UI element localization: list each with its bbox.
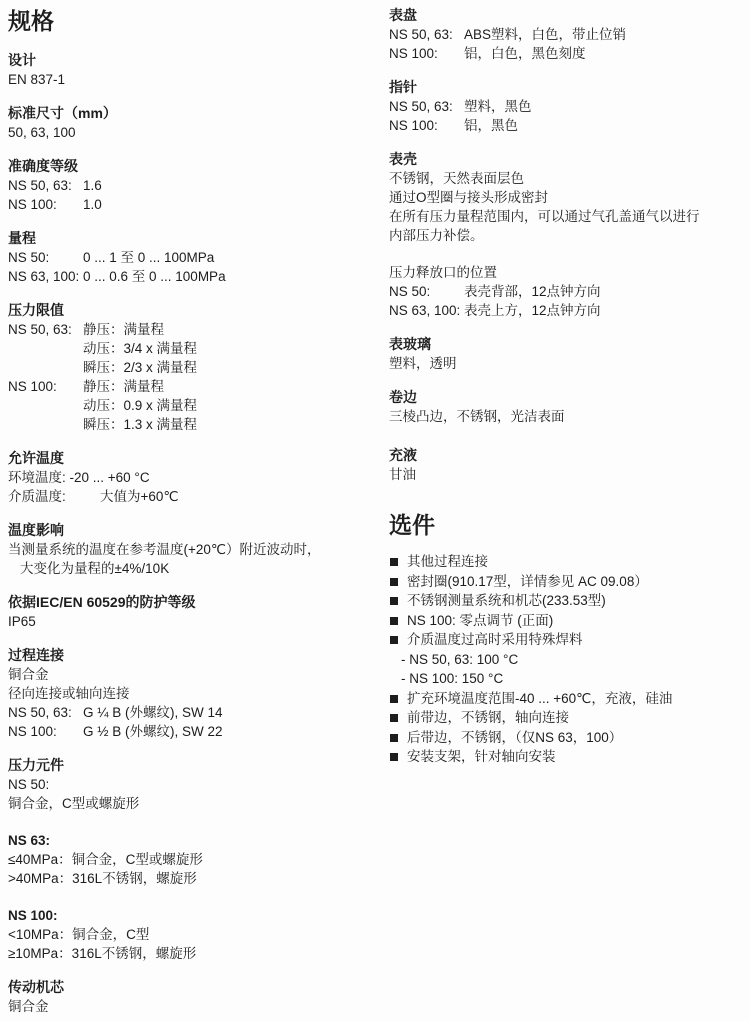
spec-row-label: NS 50, 63: (389, 99, 453, 114)
spec-line: >40MPa：316L不锈钢，螺旋形 (8, 871, 197, 886)
option-text: 介质温度过高时采用特殊焊料 (407, 632, 583, 647)
option-text: 其他过程连接 (407, 554, 488, 569)
spec-row (8, 195, 378, 214)
spec-row-value: 铝，白色，黑色刻度 (464, 46, 586, 61)
spec-row-label (8, 358, 83, 377)
spec-row-label (8, 339, 83, 358)
spec-row-value: ABS塑料，白色，带止位销 (464, 27, 627, 42)
page-title: 规格 (8, 8, 54, 34)
section-pressure-element (8, 756, 378, 813)
pressure-element-subheading: NS 50: (8, 777, 50, 792)
bullet-square-icon (390, 695, 398, 703)
pressure-element-group-ns100 (8, 906, 378, 963)
spec-row-label: NS 63, 100: (8, 269, 80, 284)
option-text: 安装支架，针对轴向安装 (407, 749, 556, 764)
spec-row-value: 表壳上方，12点钟方向 (464, 303, 601, 318)
section-heading: 温度影响 (8, 522, 64, 538)
spec-row (8, 396, 378, 415)
spec-row-label (8, 396, 83, 415)
spec-row (8, 703, 378, 722)
specs-column (8, 0, 378, 1016)
spec-row-label: NS 50: (389, 284, 431, 299)
section-heading: 准确度等级 (8, 158, 78, 174)
spec-row-value: 动压：3/4 x 满量程 (83, 341, 198, 356)
spec-line: ≤40MPa：铜合金，C型或螺旋形 (8, 852, 203, 867)
bullet-square-icon (390, 558, 398, 566)
section-permissible-temperature (8, 449, 378, 506)
section-dial (389, 6, 745, 63)
section-heading: 设计 (8, 52, 36, 68)
spec-row-value: 动压：0.9 x 满量程 (83, 398, 198, 413)
section-heading: 量程 (8, 230, 36, 246)
pressure-element-subheading: NS 63: (8, 833, 51, 848)
spec-row-label: NS 50, 63: (389, 27, 453, 42)
spec-line: 铜合金 (8, 667, 49, 682)
spec-row-value: G ½ B (外螺纹), SW 22 (83, 724, 223, 739)
vent-location-lead: 压力释放口的位置 (389, 265, 497, 280)
section-ring (389, 388, 745, 426)
spec-row (389, 44, 745, 63)
section-pointer (389, 78, 745, 135)
spec-row (389, 301, 745, 320)
option-text: 前带边，不锈钢，轴向连接 (407, 710, 569, 725)
spec-row-label: NS 100: (8, 379, 57, 394)
section-ingress-protection (8, 593, 378, 631)
details-column (389, 0, 745, 767)
option-text: 密封圈(910.17型，详情参见 AC 09.08） (407, 573, 648, 589)
spec-row (8, 320, 378, 339)
vent-location-block (389, 263, 745, 320)
spec-row-label: NS 100: (389, 46, 438, 61)
spec-row-label: NS 50, 63: (8, 705, 72, 720)
section-movement (8, 978, 378, 1016)
spec-row-value: 表壳背部，12点钟方向 (464, 284, 601, 299)
option-item (389, 728, 745, 748)
spec-row-label: NS 50: (8, 250, 50, 265)
spec-row-label (8, 415, 83, 434)
section-heading: 依据IEC/EN 60529的防护等级 (8, 594, 196, 610)
spec-row-value: G ¼ B (外螺纹), SW 14 (83, 705, 223, 720)
spec-row-value: 0 ... 0.6 至 0 ... 100MPa (83, 269, 226, 284)
section-heading: 表盘 (389, 7, 417, 23)
section-process-connection (8, 646, 378, 741)
spec-row (8, 267, 378, 286)
spec-row (389, 116, 745, 135)
section-accuracy (8, 157, 378, 214)
spec-row (389, 282, 745, 301)
option-item (389, 747, 745, 767)
section-heading: 表玻璃 (389, 336, 431, 352)
spec-row-value: 静压：满量程 (83, 322, 164, 337)
spec-line: 塑料，透明 (389, 356, 457, 371)
spec-row-label: NS 50, 63: (8, 178, 72, 193)
bullet-square-icon (390, 734, 398, 742)
spec-row (8, 377, 378, 396)
spec-line: 内部压力补偿。 (389, 228, 484, 243)
spec-row-value: 静压：满量程 (83, 379, 164, 394)
spec-line: 不锈钢，天然表面层色 (389, 171, 524, 186)
section-window (389, 335, 745, 373)
spec-row-label: 介质温度: (8, 489, 66, 504)
spec-line: 径向连接或轴向连接 (8, 686, 130, 701)
bullet-square-icon (390, 617, 398, 625)
option-item (389, 630, 745, 650)
spec-row (389, 97, 745, 116)
section-heading: 过程连接 (8, 647, 64, 663)
spec-row (8, 176, 378, 195)
spec-row (8, 415, 378, 434)
option-item (389, 572, 745, 592)
section-pressure-limit (8, 301, 378, 434)
option-item (389, 591, 745, 611)
section-heading: 压力元件 (8, 757, 64, 773)
option-subline: - NS 50, 63: 100 °C (401, 651, 519, 667)
option-item (389, 611, 745, 631)
option-item (389, 552, 745, 572)
options-list (389, 552, 745, 767)
bullet-square-icon (390, 597, 398, 605)
spec-row-value: 大值为+60℃ (100, 489, 179, 504)
spec-line: ≥10MPa：316L不锈钢，螺旋形 (8, 946, 197, 961)
section-heading: 允许温度 (8, 450, 64, 466)
spec-row-value: 0 ... 1 至 0 ... 100MPa (83, 250, 215, 265)
spec-line: 50, 63, 100 (8, 125, 76, 140)
section-scale-range (8, 229, 378, 286)
spec-row-value: 塑料，黑色 (464, 99, 532, 114)
option-text: NS 100: 零点调节 (正面) (407, 612, 554, 628)
spec-row (8, 722, 378, 741)
spec-line: 大变化为量程的±4%/10K (20, 561, 170, 576)
pressure-element-group-ns63 (8, 831, 378, 888)
section-heading: 指针 (389, 79, 417, 95)
options-title: 选件 (389, 512, 435, 538)
section-heading: 表壳 (389, 151, 417, 167)
spec-line: 铜合金 (8, 999, 49, 1014)
pressure-element-subheading: NS 100: (8, 908, 58, 923)
option-text: 不锈钢测量系统和机芯(233.53型) (407, 593, 606, 608)
section-design (8, 51, 378, 89)
spec-line: 在所有压力量程范围内，可以通过气孔盖通气以进行 (389, 209, 700, 224)
spec-row-value: 1.0 (83, 197, 102, 212)
option-item (389, 689, 745, 709)
section-heading: 传动机芯 (8, 979, 64, 995)
spec-row (8, 248, 378, 267)
spec-row-label: NS 50, 63: (8, 322, 72, 337)
option-text: 扩充环境温度范围-40 ... +60℃，充液，硅油 (407, 690, 673, 706)
spec-line: <10MPa：铜合金，C型 (8, 927, 150, 942)
spec-row-label: NS 100: (8, 724, 57, 739)
spec-line: 铜合金，C型或螺旋形 (8, 796, 140, 811)
spec-line: 环境温度: -20 ... +60 °C (8, 470, 150, 485)
spec-row-value: 瞬压：1.3 x 满量程 (83, 417, 198, 432)
spec-row-label: NS 100: (8, 197, 57, 212)
section-case (389, 150, 745, 320)
spec-line: 甘油 (389, 467, 416, 482)
bullet-square-icon (390, 578, 398, 586)
section-heading: 卷边 (389, 389, 417, 405)
section-heading: 充液 (389, 447, 417, 463)
spec-row-value: 瞬压：2/3 x 满量程 (83, 360, 198, 375)
spec-row-label: NS 100: (389, 118, 438, 133)
spec-line: 通过O型圈与接头形成密封 (389, 190, 549, 205)
spec-line: 当测量系统的温度在参考温度(+20℃）附近波动时， (8, 542, 321, 557)
section-temperature-effect (8, 521, 378, 578)
spec-row (389, 25, 745, 44)
section-filling (389, 446, 745, 484)
section-nominal-size (8, 104, 378, 142)
bullet-square-icon (390, 636, 398, 644)
spec-row (8, 339, 378, 358)
spec-line: IP65 (8, 614, 36, 629)
spec-row-value: 铝，黑色 (464, 118, 518, 133)
option-text: 后带边，不锈钢，（仅NS 63，100） (407, 729, 623, 745)
section-heading: 标准尺寸（mm） (8, 105, 117, 121)
spec-row-label: NS 63, 100: (389, 303, 461, 318)
spec-row (8, 358, 378, 377)
section-heading: 压力限值 (8, 302, 64, 318)
spec-row-value: 1.6 (83, 178, 102, 193)
option-item (389, 708, 745, 728)
bullet-square-icon (390, 714, 398, 722)
option-subline: - NS 100: 150 °C (401, 671, 504, 686)
bullet-square-icon (390, 753, 398, 761)
spec-line: 三棱凸边，不锈钢，光洁表面 (389, 409, 565, 424)
spec-line: EN 837-1 (8, 72, 66, 87)
spec-row (8, 487, 378, 506)
